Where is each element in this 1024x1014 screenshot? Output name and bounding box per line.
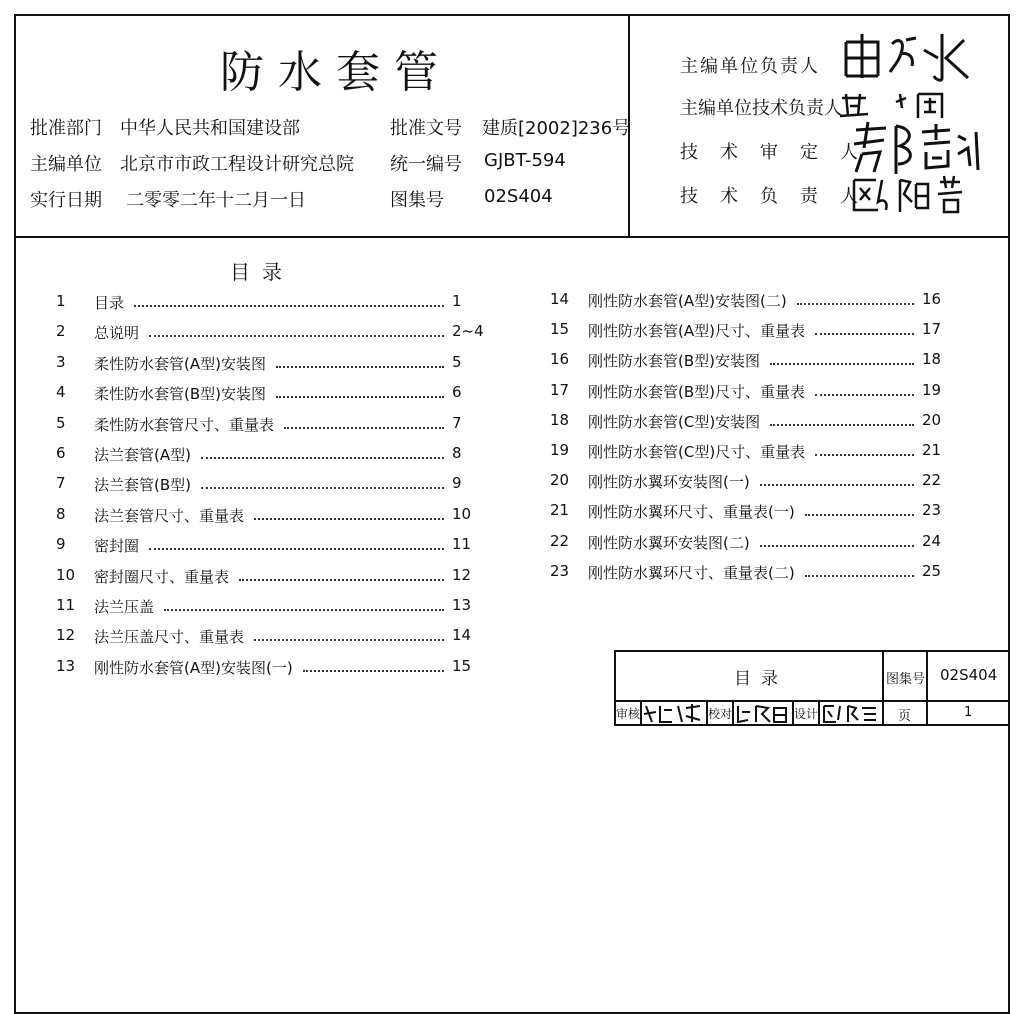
role-tech-lead: 技术负责人: [680, 186, 880, 207]
toc-row-number: 21: [550, 501, 570, 520]
toc-row-leader: [201, 457, 444, 459]
title-block-check-label: 校对: [708, 707, 733, 721]
toc-row-page: 7: [452, 413, 462, 432]
title-block-page-value: 1: [964, 705, 973, 720]
toc-row-page: 23: [922, 501, 942, 520]
toc-row-page: 17: [922, 320, 942, 339]
toc-row-title: 密封圈: [94, 537, 140, 556]
title-block-design-label: 设计: [794, 707, 819, 721]
toc-row-number: 9: [56, 535, 66, 554]
meta-label-chief-editor: 主编单位: [30, 154, 102, 175]
toc-row-page: 15: [452, 656, 472, 675]
signature-tech-reviewer: [846, 118, 986, 178]
signature-chief-tech-head: [836, 88, 956, 122]
toc-row-title: 密封圈尺寸、重量表: [94, 567, 230, 586]
toc-row-title: 刚性防水翼环尺寸、重量表(一): [588, 503, 795, 522]
meta-label-effective-date: 实行日期: [30, 190, 102, 211]
signature-designer: [820, 702, 880, 724]
toc-row-number: 17: [550, 380, 570, 399]
meta-label-unified-no: 统一编号: [390, 154, 462, 175]
toc-row-title: 法兰压盖: [94, 598, 155, 616]
meta-value-effective-date: 二零零二年十二月一日: [126, 190, 306, 211]
toc-row-number: 12: [56, 626, 76, 645]
toc-row: [550, 320, 962, 342]
title-block-col-rule-1: [882, 650, 884, 726]
toc-row-number: 3: [56, 352, 66, 371]
toc-row-page: 1: [452, 292, 462, 310]
toc-row: [56, 505, 492, 527]
signature-tech-lead: [848, 172, 968, 216]
toc-row-title: 目录: [94, 294, 125, 312]
toc-row: [56, 353, 492, 375]
toc-row-page: 22: [922, 471, 942, 490]
toc-row-leader: [276, 396, 444, 398]
title-block-atlas-label: 图集号: [886, 672, 926, 687]
toc-row-title: 法兰压盖尺寸、重量表: [94, 628, 245, 647]
toc-row: [550, 562, 962, 584]
signature-chief-unit-head: [838, 28, 978, 84]
toc-row-leader: [815, 394, 914, 396]
toc-row-number: 15: [550, 320, 570, 339]
toc-row-title: 法兰套管(A型): [94, 446, 191, 464]
toc-row-title: 柔性防水套管尺寸、重量表: [94, 415, 275, 434]
toc-row-number: 1: [56, 292, 66, 310]
toc-row-title: 刚性防水套管(C型)安装图: [588, 412, 761, 431]
toc-row-leader: [201, 487, 444, 489]
meta-label-approval-dept: 批准部门: [30, 118, 102, 139]
toc-row-leader: [760, 484, 914, 486]
toc-row: [56, 322, 492, 344]
header-bottom-rule: [14, 236, 1010, 238]
toc-row-leader: [149, 335, 444, 337]
toc-row-leader: [254, 639, 444, 641]
toc-row-leader: [149, 548, 444, 550]
meta-value-unified-no: GJBT-594: [484, 150, 566, 171]
toc-row-page: 10: [452, 504, 472, 523]
toc-row-leader: [815, 333, 914, 335]
title-block-col-rule-2: [926, 650, 928, 726]
toc-row-leader: [815, 454, 914, 456]
toc-row-number: 2: [56, 322, 66, 341]
title-block-name: 目录: [734, 669, 788, 689]
signature-checker: [734, 702, 790, 724]
toc-row-number: 10: [56, 565, 76, 584]
toc-row-number: 16: [550, 350, 570, 369]
toc-row: [56, 474, 492, 496]
toc-row-number: 13: [56, 656, 76, 675]
toc-row: [56, 626, 492, 648]
meta-label-atlas-no: 图集号: [390, 190, 444, 211]
toc-row: [550, 381, 962, 403]
toc-row-title: 刚性防水翼环安装图(一): [588, 473, 750, 492]
toc-row-number: 23: [550, 561, 570, 580]
toc-row: [550, 411, 962, 433]
meta-value-chief-editor: 北京市市政工程设计研究总院: [120, 154, 354, 175]
toc-row-number: 11: [56, 596, 76, 614]
toc-row-page: 13: [452, 596, 472, 614]
meta-value-approval-no: 建质[2002]236号: [482, 118, 631, 139]
toc-row-title: 刚性防水套管(C型)尺寸、重量表: [588, 443, 806, 461]
toc-row-page: 9: [452, 474, 462, 493]
toc-row-number: 22: [550, 531, 570, 550]
toc-row: [550, 441, 962, 463]
toc-row: [550, 290, 962, 312]
toc-row: [56, 535, 492, 557]
role-chief-tech-head: 主编单位技术负责人: [680, 98, 842, 119]
toc-row-page: 14: [452, 626, 472, 645]
toc-heading: 目录: [230, 260, 294, 284]
toc-row-number: 7: [56, 474, 66, 493]
toc-row: [56, 657, 492, 679]
toc-row-page: 12: [452, 565, 472, 584]
toc-row-page: 5: [452, 352, 462, 371]
toc-row-page: 18: [922, 350, 942, 369]
toc-row-page: 11: [452, 535, 472, 554]
toc-row-leader: [770, 424, 914, 426]
toc-row-page: 6: [452, 383, 462, 402]
toc-row: [550, 501, 962, 523]
toc-row-page: 20: [922, 410, 942, 429]
toc-row: [550, 471, 962, 493]
toc-row: [56, 444, 492, 466]
toc-row-page: 2~4: [452, 322, 484, 341]
toc-row-title: 总说明: [94, 324, 140, 343]
toc-row-number: 20: [550, 471, 570, 490]
toc-row-page: 25: [922, 561, 942, 580]
toc-row-page: 8: [452, 444, 462, 462]
toc-row-leader: [805, 575, 914, 577]
toc-row-leader: [284, 427, 444, 429]
toc-row-title: 法兰套管(B型): [94, 476, 191, 495]
toc-row-title: 刚性防水套管(A型)尺寸、重量表: [588, 322, 805, 341]
toc-row-title: 刚性防水套管(B型)安装图: [588, 352, 760, 371]
toc-row: [56, 414, 492, 436]
toc-row-page: 19: [922, 380, 942, 399]
meta-label-approval-no: 批准文号: [390, 118, 462, 139]
toc-row-leader: [254, 518, 444, 520]
toc-row-title: 刚性防水翼环安装图(二): [588, 533, 750, 552]
toc-row-leader: [770, 363, 914, 365]
toc-row-leader: [239, 579, 444, 581]
toc-row-leader: [797, 303, 914, 305]
toc-row: [56, 596, 492, 618]
page-title: 防水套管: [220, 47, 452, 98]
toc-row-title: 柔性防水套管(A型)安装图: [94, 354, 266, 373]
toc-row-leader: [276, 366, 444, 368]
toc-row-leader: [760, 545, 914, 547]
toc-row-number: 8: [56, 504, 66, 523]
toc-row-number: 5: [56, 413, 66, 432]
toc-row: [56, 292, 492, 314]
signature-reviewer: [642, 702, 704, 724]
toc-row-number: 18: [550, 410, 570, 429]
role-chief-unit-head: 主编单位负责人: [680, 56, 820, 77]
toc-row-number: 6: [56, 444, 66, 462]
toc-row-leader: [164, 609, 444, 611]
title-block-review-label: 审核: [616, 707, 641, 721]
toc-row-title: 法兰套管尺寸、重量表: [94, 506, 245, 525]
role-tech-reviewer: 技术审定人: [680, 142, 880, 163]
toc-row: [56, 566, 492, 588]
meta-value-approval-dept: 中华人民共和国建设部: [120, 118, 300, 139]
toc-row-title: 刚性防水翼环尺寸、重量表(二): [588, 563, 795, 582]
toc-row-page: 21: [922, 441, 942, 459]
toc-row-page: 16: [922, 290, 942, 308]
toc-row-title: 刚性防水套管(A型)安装图(二): [588, 292, 787, 310]
toc-row-title: 刚性防水套管(B型)尺寸、重量表: [588, 382, 805, 401]
toc-row-leader: [134, 305, 444, 307]
toc-row-title: 刚性防水套管(A型)安装图(一): [94, 658, 293, 677]
title-block-atlas-value: 02S404: [940, 666, 998, 684]
toc-row-leader: [805, 514, 914, 516]
toc-row-title: 柔性防水套管(B型)安装图: [94, 385, 266, 404]
toc-row-number: 19: [550, 441, 570, 459]
toc-row-leader: [303, 670, 444, 672]
toc-row-number: 14: [550, 290, 570, 308]
toc-row: [56, 383, 492, 405]
toc-row: [550, 350, 962, 372]
title-block-page-label: 页: [898, 709, 912, 724]
meta-value-atlas-no: 02S404: [484, 186, 553, 207]
toc-row-number: 4: [56, 383, 66, 402]
toc-row: [550, 532, 962, 554]
toc-row-page: 24: [922, 531, 942, 550]
